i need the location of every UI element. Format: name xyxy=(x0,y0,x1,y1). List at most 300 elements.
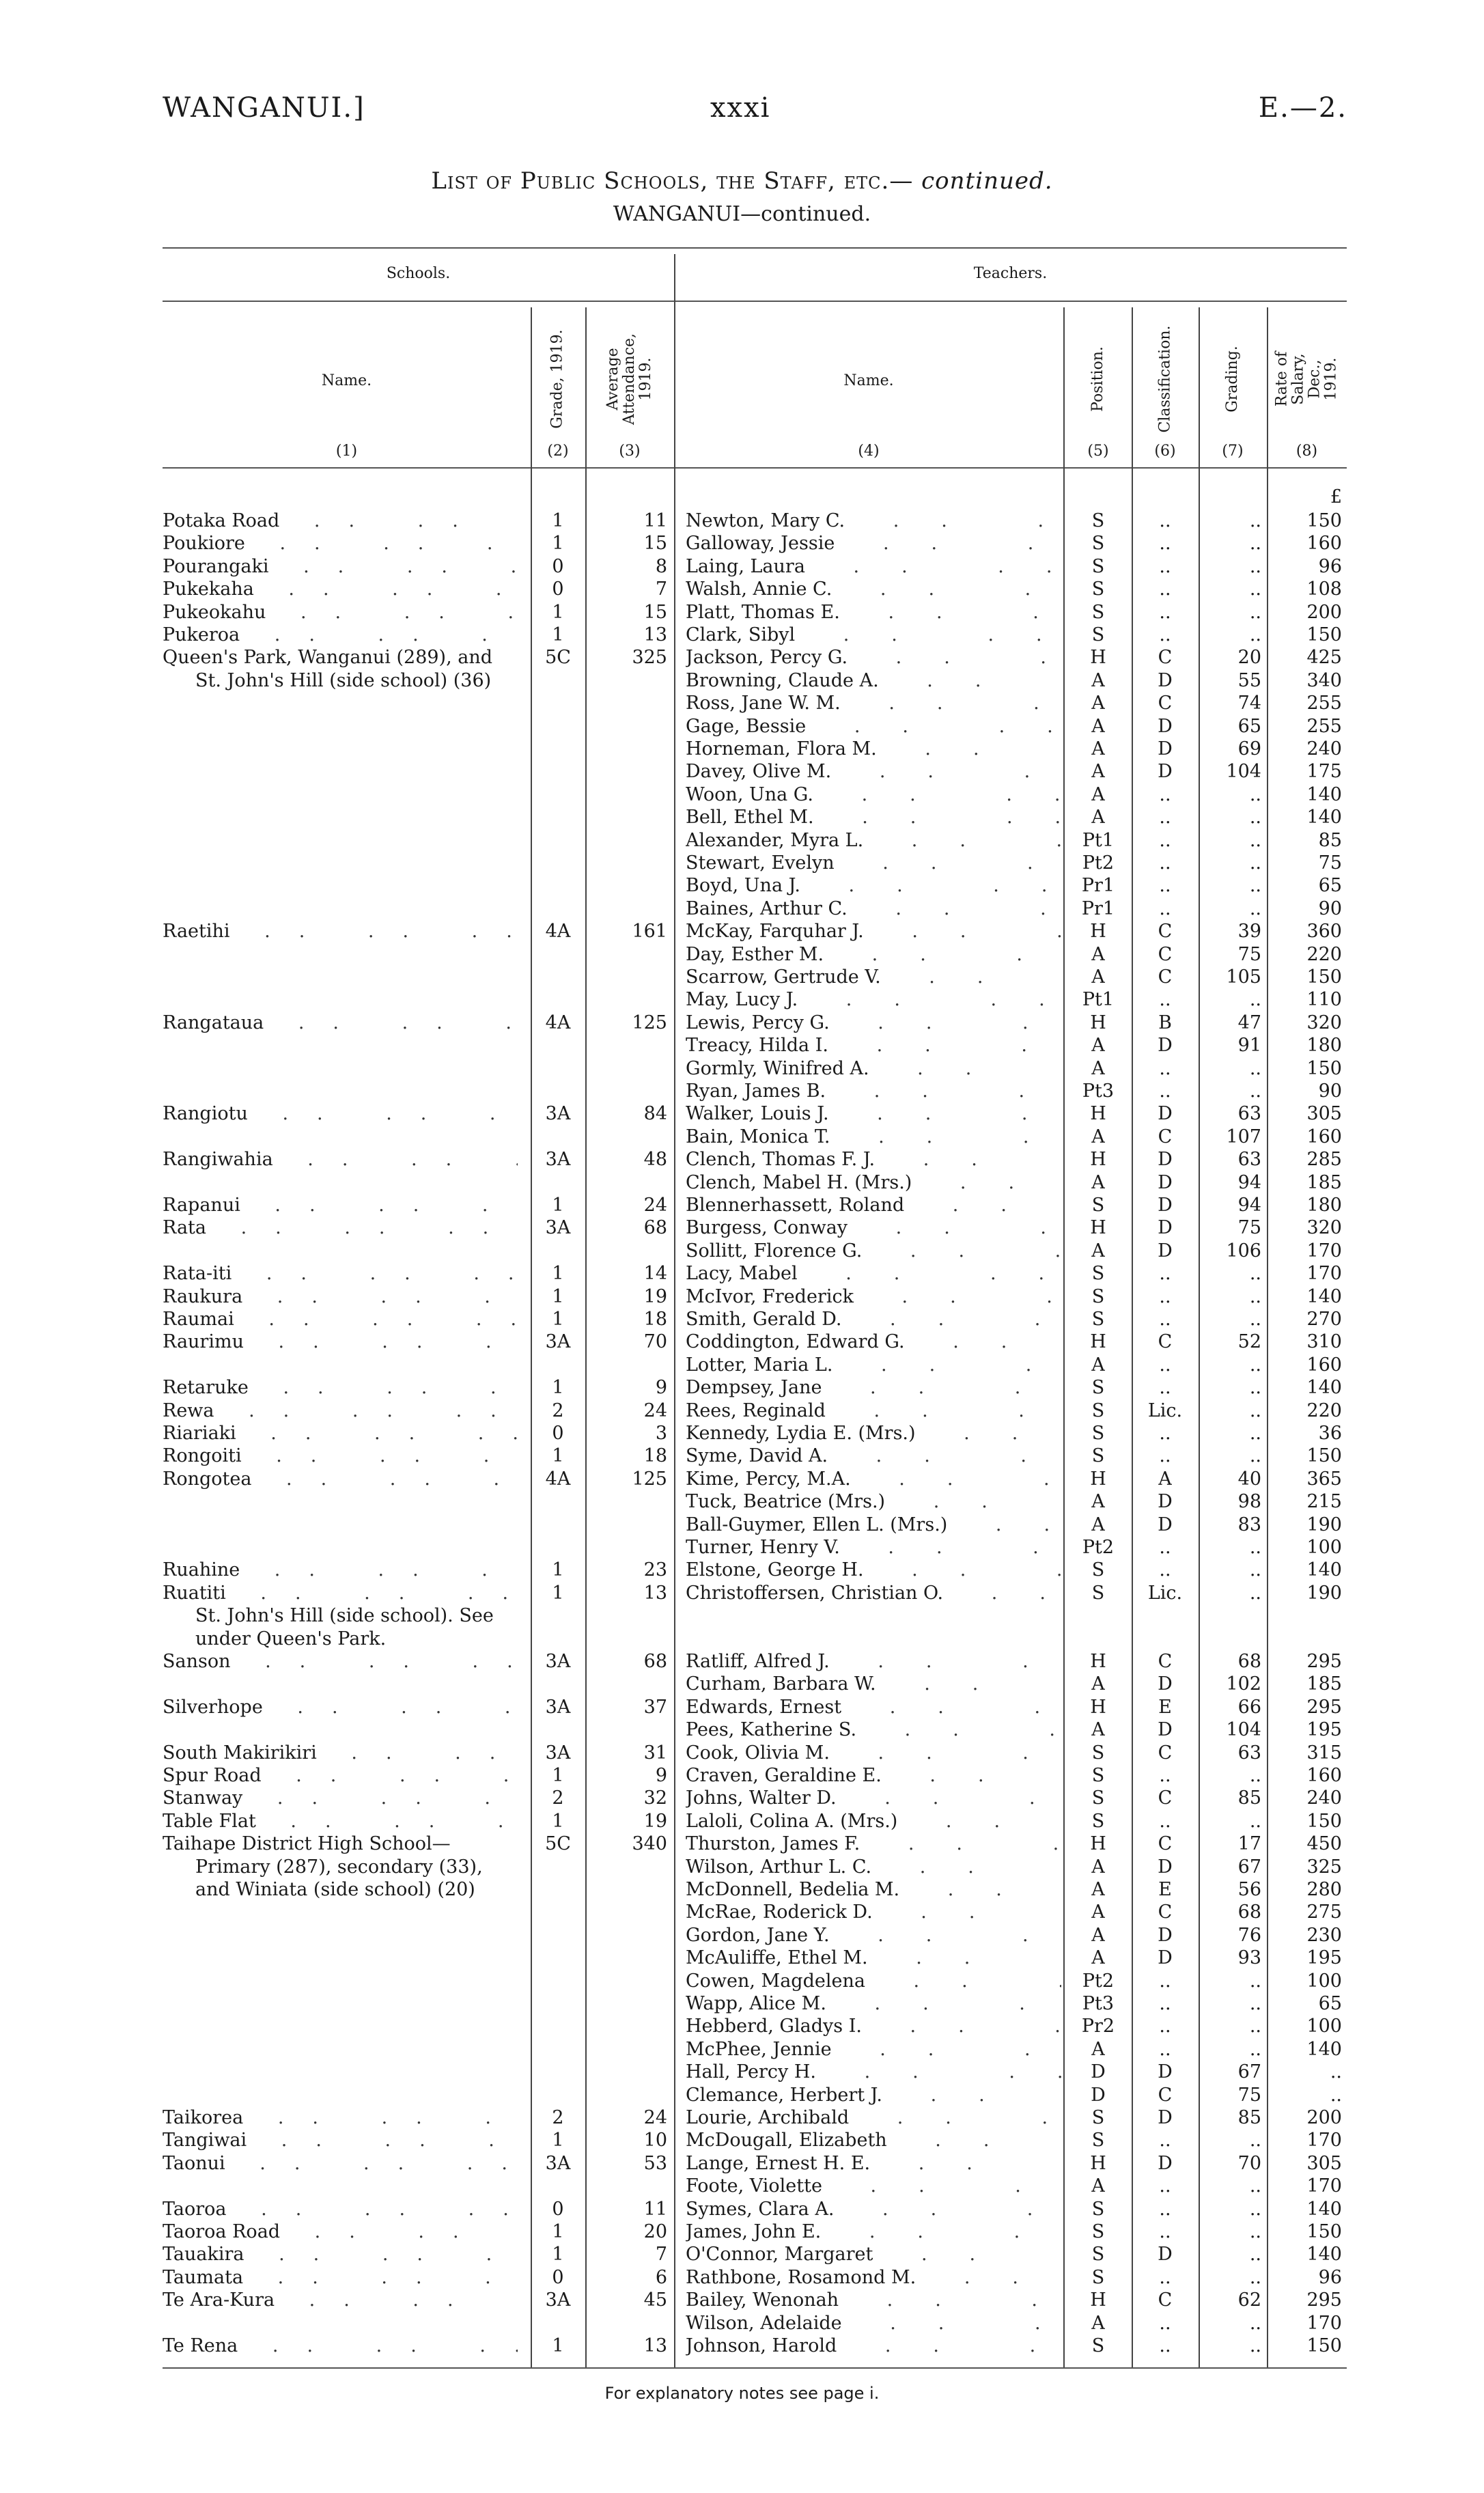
attendance: 10 xyxy=(643,2130,667,2151)
school-name: Raumai .. .. xyxy=(163,1308,518,1331)
salary: 140 xyxy=(1306,2198,1342,2220)
grade: 1 xyxy=(552,624,564,645)
salary: 170 xyxy=(1306,1263,1342,1285)
position: S xyxy=(1091,2130,1105,2151)
teacher-name: James, John E. .. .. xyxy=(686,2220,1061,2243)
grading: .. xyxy=(1249,989,1261,1011)
table-row xyxy=(0,2289,1484,2311)
grade: 1 xyxy=(552,510,564,531)
classification: D xyxy=(1158,1673,1173,1695)
grading: .. xyxy=(1249,2175,1261,2197)
school-name: Rangiwahia .. .. xyxy=(163,1148,518,1171)
school-name: Te Rena .. .. xyxy=(163,2335,518,2357)
grade: 4A xyxy=(545,921,571,943)
classification: D xyxy=(1158,1947,1173,1969)
salary: 220 xyxy=(1306,943,1342,965)
table-row xyxy=(0,920,1484,943)
currency-symbol: £ xyxy=(1330,486,1342,507)
grade: 3A xyxy=(545,1149,571,1171)
teacher-name: Turner, Henry V. .. .. xyxy=(686,1536,1061,1559)
position: S xyxy=(1091,2335,1105,2356)
grading: 69 xyxy=(1237,738,1261,760)
table-row xyxy=(0,624,1484,646)
position: A xyxy=(1091,1126,1105,1147)
position: S xyxy=(1091,2107,1105,2128)
attendance: 23 xyxy=(643,1559,667,1581)
table-row xyxy=(0,1012,1484,1034)
position: S xyxy=(1091,1445,1105,1467)
salary: 320 xyxy=(1306,1012,1342,1033)
grade: 0 xyxy=(552,1423,564,1444)
table-row xyxy=(0,1673,1484,1695)
classification: C xyxy=(1158,2084,1173,2106)
teacher-name: Kennedy, Lydia E. (Mrs.) .. .. xyxy=(686,1422,1061,1445)
salary: 140 xyxy=(1306,2038,1342,2060)
position: A xyxy=(1091,1354,1105,1376)
salary: 295 xyxy=(1306,2289,1342,2311)
position: S xyxy=(1091,2266,1105,2288)
teacher-name: Sollitt, Florence G. .. .. xyxy=(686,1240,1061,1262)
salary: 140 xyxy=(1306,1285,1342,1307)
table-row xyxy=(0,2312,1484,2335)
table-row xyxy=(0,2175,1484,2197)
table-row xyxy=(0,2015,1484,2037)
col-num-1: (1) xyxy=(335,443,358,460)
table-row xyxy=(0,1422,1484,1445)
table-row xyxy=(0,1399,1484,1422)
grading: 98 xyxy=(1237,1491,1261,1513)
position: A xyxy=(1091,1035,1105,1057)
position: A xyxy=(1091,1879,1105,1900)
attendance: 9 xyxy=(655,1377,667,1399)
grade: 3A xyxy=(545,1103,571,1125)
grading: 67 xyxy=(1237,1856,1261,1878)
classification: D xyxy=(1158,761,1173,783)
teacher-name: Walker, Louis J. .. .. xyxy=(686,1102,1061,1125)
col-grading-label: Grading. xyxy=(1223,346,1241,413)
grading: .. xyxy=(1249,2038,1261,2060)
classification: .. xyxy=(1159,1354,1171,1376)
school-name: Taonui .. .. xyxy=(163,2152,518,2175)
attendance: 15 xyxy=(643,601,667,623)
grading: 68 xyxy=(1237,1902,1261,1923)
position: S xyxy=(1091,601,1105,623)
col-school-name: Name. xyxy=(321,372,372,389)
classification: .. xyxy=(1159,852,1171,874)
table-row xyxy=(0,2198,1484,2220)
col-attendance xyxy=(585,311,674,447)
classification: .. xyxy=(1159,1057,1171,1079)
teacher-name: Cowen, Magdelena .. .. xyxy=(686,1970,1061,1992)
grading: .. xyxy=(1249,2335,1261,2356)
table-row xyxy=(0,738,1484,760)
position: A xyxy=(1091,1947,1105,1969)
salary: 185 xyxy=(1306,1171,1342,1193)
attendance: 8 xyxy=(655,555,667,577)
classification: D xyxy=(1158,1103,1173,1125)
teacher-name: Boyd, Una J. .. .. xyxy=(686,874,1061,897)
attendance: 13 xyxy=(643,1582,667,1604)
salary: 425 xyxy=(1306,647,1342,669)
teacher-name: Treacy, Hilda I. .. .. xyxy=(686,1034,1061,1057)
position: S xyxy=(1091,2198,1105,2220)
grade: 0 xyxy=(552,555,564,577)
grading: .. xyxy=(1249,624,1261,645)
position: A xyxy=(1091,943,1105,965)
grading: .. xyxy=(1249,2244,1261,2266)
position: H xyxy=(1090,1651,1106,1672)
position: S xyxy=(1091,510,1105,531)
salary: 195 xyxy=(1306,1947,1342,1969)
grade: 1 xyxy=(552,1810,564,1832)
grading: 91 xyxy=(1237,1035,1261,1057)
grading: .. xyxy=(1249,1810,1261,1832)
position: A xyxy=(1091,1719,1105,1741)
position: A xyxy=(1091,1171,1105,1193)
school-name: Riariaki .. .. xyxy=(163,1422,518,1445)
classification: E xyxy=(1158,1879,1172,1900)
position: A xyxy=(1091,1856,1105,1878)
table-row xyxy=(0,897,1484,920)
salary: 190 xyxy=(1306,1514,1342,1535)
position: H xyxy=(1090,1149,1106,1171)
classification: D xyxy=(1158,1491,1173,1513)
salary: 140 xyxy=(1306,807,1342,828)
grading: 83 xyxy=(1237,1514,1261,1535)
col-classification xyxy=(1132,311,1199,447)
classification: .. xyxy=(1159,1559,1171,1581)
attendance: 161 xyxy=(632,921,667,943)
teacher-name: Smith, Gerald D. .. .. xyxy=(686,1308,1061,1331)
classification: D xyxy=(1158,1240,1173,1262)
grading: .. xyxy=(1249,1993,1261,2014)
salary: 170 xyxy=(1306,2130,1342,2151)
position: A xyxy=(1091,1514,1105,1535)
teacher-name: Lewis, Percy G. .. .. xyxy=(686,1012,1061,1034)
school-name: Tauakira .. .. xyxy=(163,2243,518,2266)
position: Pt3 xyxy=(1082,1081,1115,1102)
position: Pt3 xyxy=(1082,1993,1115,2014)
teacher-name: Bell, Ethel M. .. .. xyxy=(686,806,1061,828)
section-title: WANGANUI—continued. xyxy=(613,202,871,226)
salary: 96 xyxy=(1318,2266,1342,2288)
teacher-name: Bain, Monica T. .. .. xyxy=(686,1126,1061,1148)
teacher-name: Hebberd, Gladys I. .. .. xyxy=(686,2015,1061,2037)
page-title xyxy=(0,167,1484,195)
top-rule xyxy=(163,247,1347,249)
grading: 106 xyxy=(1226,1240,1261,1262)
classification: .. xyxy=(1159,510,1171,531)
school-name: Spur Road .. .. xyxy=(163,1764,518,1787)
grading: .. xyxy=(1249,897,1261,919)
teacher-name: Jackson, Percy G. .. .. xyxy=(686,646,1061,669)
salary: 215 xyxy=(1306,1491,1342,1513)
classification: C xyxy=(1158,2289,1173,2311)
grade: 1 xyxy=(552,2335,564,2356)
table-row xyxy=(0,874,1484,897)
grading: 63 xyxy=(1237,1742,1261,1764)
salary: 65 xyxy=(1318,1993,1342,2014)
salary: 255 xyxy=(1306,715,1342,737)
classification: .. xyxy=(1159,875,1171,897)
col-num-6: (6) xyxy=(1154,443,1176,460)
classification: C xyxy=(1158,921,1173,943)
position: H xyxy=(1090,2152,1106,2174)
grading: 102 xyxy=(1226,1673,1261,1695)
teacher-name: Laloli, Colina A. (Mrs.) .. .. xyxy=(686,1810,1061,1833)
teacher-name: Rathbone, Rosamond M. .. .. xyxy=(686,2266,1061,2289)
grading: 55 xyxy=(1237,669,1261,691)
classification: .. xyxy=(1159,624,1171,645)
grading: .. xyxy=(1249,1423,1261,1444)
school-name: Tangiwai .. .. xyxy=(163,2129,518,2151)
table-row xyxy=(0,988,1484,1011)
attendance: 14 xyxy=(643,1263,667,1285)
table-row xyxy=(0,806,1484,828)
teacher-name: Browning, Claude A. .. .. xyxy=(686,669,1061,692)
teacher-name: Day, Esther M. .. .. xyxy=(686,943,1061,966)
grade: 1 xyxy=(552,1195,564,1216)
position: Pt1 xyxy=(1082,989,1115,1011)
classification: E xyxy=(1158,1696,1172,1718)
classification: D xyxy=(1158,738,1173,760)
table-row xyxy=(0,2106,1484,2129)
salary: 160 xyxy=(1306,1765,1342,1786)
classification: C xyxy=(1158,1833,1173,1855)
teacher-name: Woon, Una G. .. .. xyxy=(686,783,1061,806)
grade: 1 xyxy=(552,2221,564,2242)
grade: 1 xyxy=(552,1377,564,1399)
attendance: 31 xyxy=(643,1742,667,1764)
table-row xyxy=(0,1924,1484,1947)
table-row xyxy=(0,1171,1484,1194)
teacher-name: Stewart, Evelyn .. .. xyxy=(686,852,1061,874)
table-row xyxy=(0,1696,1484,1718)
table-row xyxy=(0,555,1484,578)
classification: .. xyxy=(1159,2266,1171,2288)
salary: 325 xyxy=(1306,1856,1342,1878)
table-row xyxy=(0,852,1484,874)
teacher-name: May, Lucy J. .. .. xyxy=(686,988,1061,1011)
running-head-right: E.—2. xyxy=(1258,92,1347,124)
grading: 75 xyxy=(1237,943,1261,965)
table-row xyxy=(0,1376,1484,1399)
salary: 195 xyxy=(1306,1719,1342,1741)
teacher-name: Galloway, Jessie .. .. xyxy=(686,532,1061,555)
grading: 107 xyxy=(1226,1126,1261,1147)
salary: 200 xyxy=(1306,601,1342,623)
grade: 2 xyxy=(552,1399,564,1421)
table-row xyxy=(0,2038,1484,2061)
attendance: 32 xyxy=(643,1787,667,1809)
classification: C xyxy=(1158,1126,1173,1147)
table-row xyxy=(0,1308,1484,1331)
teacher-name: McDougall, Elizabeth .. .. xyxy=(686,2129,1061,2151)
classification: D xyxy=(1158,2152,1173,2174)
table-row xyxy=(0,1628,1484,1650)
salary: 275 xyxy=(1306,1902,1342,1923)
classification: .. xyxy=(1159,1765,1171,1786)
classification: .. xyxy=(1159,1970,1171,1992)
salary: 100 xyxy=(1306,1537,1342,1558)
col-attendance-label: Average Attendance, 1919. xyxy=(604,333,654,426)
school-name: Rewa .. .. xyxy=(163,1399,518,1422)
teacher-name: Lacy, Mabel .. .. xyxy=(686,1262,1061,1285)
teacher-name: Curham, Barbara W. .. .. xyxy=(686,1673,1061,1695)
classification: C xyxy=(1158,647,1173,669)
classification: .. xyxy=(1159,1993,1171,2014)
salary: 160 xyxy=(1306,1126,1342,1147)
grade: 3A xyxy=(545,1696,571,1718)
attendance: 7 xyxy=(655,579,667,600)
classification: C xyxy=(1158,966,1173,988)
school-name: St. John's Hill (side school) (36) xyxy=(195,669,492,691)
teacher-name: Symes, Clara A. .. .. xyxy=(686,2198,1061,2220)
position: H xyxy=(1090,921,1106,943)
attendance: 3 xyxy=(655,1423,667,1444)
grading: 56 xyxy=(1237,1879,1261,1900)
table-row xyxy=(0,1148,1484,1171)
grading: .. xyxy=(1249,2198,1261,2220)
table-row xyxy=(0,829,1484,852)
teacher-name: McPhee, Jennie .. .. xyxy=(686,2038,1061,2061)
col-num-2: (2) xyxy=(547,443,569,460)
salary: 220 xyxy=(1306,1399,1342,1421)
grade: 1 xyxy=(552,1285,564,1307)
salary: 190 xyxy=(1306,1582,1342,1604)
classification: D xyxy=(1158,1171,1173,1193)
classification: .. xyxy=(1159,601,1171,623)
school-name: Rongoiti .. .. xyxy=(163,1445,518,1467)
position: S xyxy=(1091,1399,1105,1421)
table-row xyxy=(0,1468,1484,1490)
salary: 185 xyxy=(1306,1673,1342,1695)
position: S xyxy=(1091,1377,1105,1399)
grading: .. xyxy=(1249,1309,1261,1330)
salary: 180 xyxy=(1306,1035,1342,1057)
salary: 65 xyxy=(1318,875,1342,897)
salary: 270 xyxy=(1306,1309,1342,1330)
grading: .. xyxy=(1249,1445,1261,1467)
attendance: 68 xyxy=(643,1217,667,1239)
teacher-name: Walsh, Annie C. .. .. xyxy=(686,578,1061,600)
table-row xyxy=(0,578,1484,600)
title-text: List of Public Schools, the Staff, etc.— xyxy=(431,167,914,195)
table-row xyxy=(0,1445,1484,1467)
grading: 63 xyxy=(1237,1149,1261,1171)
grade: 0 xyxy=(552,2266,564,2288)
salary: 230 xyxy=(1306,1924,1342,1946)
salary: 310 xyxy=(1306,1331,1342,1353)
teacher-name: Foote, Violette .. .. xyxy=(686,2175,1061,2197)
table-row xyxy=(0,715,1484,738)
grade: 1 xyxy=(552,533,564,555)
classification: .. xyxy=(1159,989,1171,1011)
school-name: Ruatiti .. .. xyxy=(163,1582,518,1604)
classification: .. xyxy=(1159,2198,1171,2220)
grade: 3A xyxy=(545,1217,571,1239)
position: H xyxy=(1090,1103,1106,1125)
school-name: and Winiata (side school) (20) xyxy=(195,1879,475,1900)
grading: 85 xyxy=(1237,2107,1261,2128)
position: Pr2 xyxy=(1081,2016,1115,2037)
teacher-name: Clemance, Herbert J. .. .. xyxy=(686,2084,1061,2106)
grading: 65 xyxy=(1237,715,1261,737)
attendance: 13 xyxy=(643,2335,667,2356)
teacher-name: Lotter, Maria L. .. .. xyxy=(686,1354,1061,1376)
salary: 160 xyxy=(1306,533,1342,555)
school-name: Primary (287), secondary (33), xyxy=(195,1856,483,1878)
attendance: 70 xyxy=(643,1331,667,1353)
table-row xyxy=(0,1742,1484,1764)
salary: 285 xyxy=(1306,1149,1342,1171)
teacher-name: Coddington, Edward G. .. .. xyxy=(686,1331,1061,1353)
classification: D xyxy=(1158,1149,1173,1171)
teacher-name: Edwards, Ernest .. .. xyxy=(686,1696,1061,1718)
teacher-name: Ross, Jane W. M. .. .. xyxy=(686,692,1061,714)
classification: D xyxy=(1158,1856,1173,1878)
school-name: Poukiore .. .. xyxy=(163,532,518,555)
salary: 240 xyxy=(1306,738,1342,760)
salary: 170 xyxy=(1306,2312,1342,2334)
grading: .. xyxy=(1249,852,1261,874)
salary: 140 xyxy=(1306,1377,1342,1399)
grading: 63 xyxy=(1237,1103,1261,1125)
salary: 170 xyxy=(1306,2175,1342,2197)
attendance: 9 xyxy=(655,1765,667,1786)
salary: 255 xyxy=(1306,693,1342,714)
col-grade xyxy=(531,311,585,447)
attendance: 37 xyxy=(643,1696,667,1718)
salary: 150 xyxy=(1306,966,1342,988)
table-row xyxy=(0,669,1484,692)
teacher-name: Ratliff, Alfred J. .. .. xyxy=(686,1650,1061,1673)
table-row xyxy=(0,1126,1484,1148)
attendance: 68 xyxy=(643,1651,667,1672)
salary: 150 xyxy=(1306,2221,1342,2242)
school-name: Rangataua .. .. xyxy=(163,1012,518,1034)
teacher-name: Clench, Thomas F. J. .. .. xyxy=(686,1148,1061,1171)
table-row xyxy=(0,2220,1484,2243)
classification: A xyxy=(1158,1468,1172,1490)
teacher-name: Kime, Percy, M.A. .. .. xyxy=(686,1468,1061,1490)
table-row xyxy=(0,1216,1484,1239)
classification: .. xyxy=(1159,2016,1171,2037)
teacher-name: McDonnell, Bedelia M. .. .. xyxy=(686,1878,1061,1901)
classification: .. xyxy=(1159,1309,1171,1330)
attendance: 11 xyxy=(643,2198,667,2220)
grading: .. xyxy=(1249,1285,1261,1307)
col-num-3: (3) xyxy=(619,443,641,460)
grade: 0 xyxy=(552,579,564,600)
table-row xyxy=(0,1604,1484,1627)
school-name: Raurimu .. .. xyxy=(163,1331,518,1353)
position: S xyxy=(1091,1787,1105,1809)
school-name: Te Ara-Kura .. .. xyxy=(163,2289,518,2311)
teacher-name: Lange, Ernest H. E. .. .. xyxy=(686,2152,1061,2175)
title-continued: continued. xyxy=(921,167,1053,195)
table-row xyxy=(0,510,1484,532)
table-row xyxy=(0,646,1484,669)
grading: .. xyxy=(1249,1354,1261,1376)
position: A xyxy=(1091,1924,1105,1946)
table-row xyxy=(0,1240,1484,1262)
school-name: Rangiotu .. .. xyxy=(163,1102,518,1125)
school-name: Potaka Road .. .. xyxy=(163,510,518,532)
table-row xyxy=(0,1878,1484,1901)
school-name: Pukekaha .. .. xyxy=(163,578,518,600)
grading: .. xyxy=(1249,510,1261,531)
